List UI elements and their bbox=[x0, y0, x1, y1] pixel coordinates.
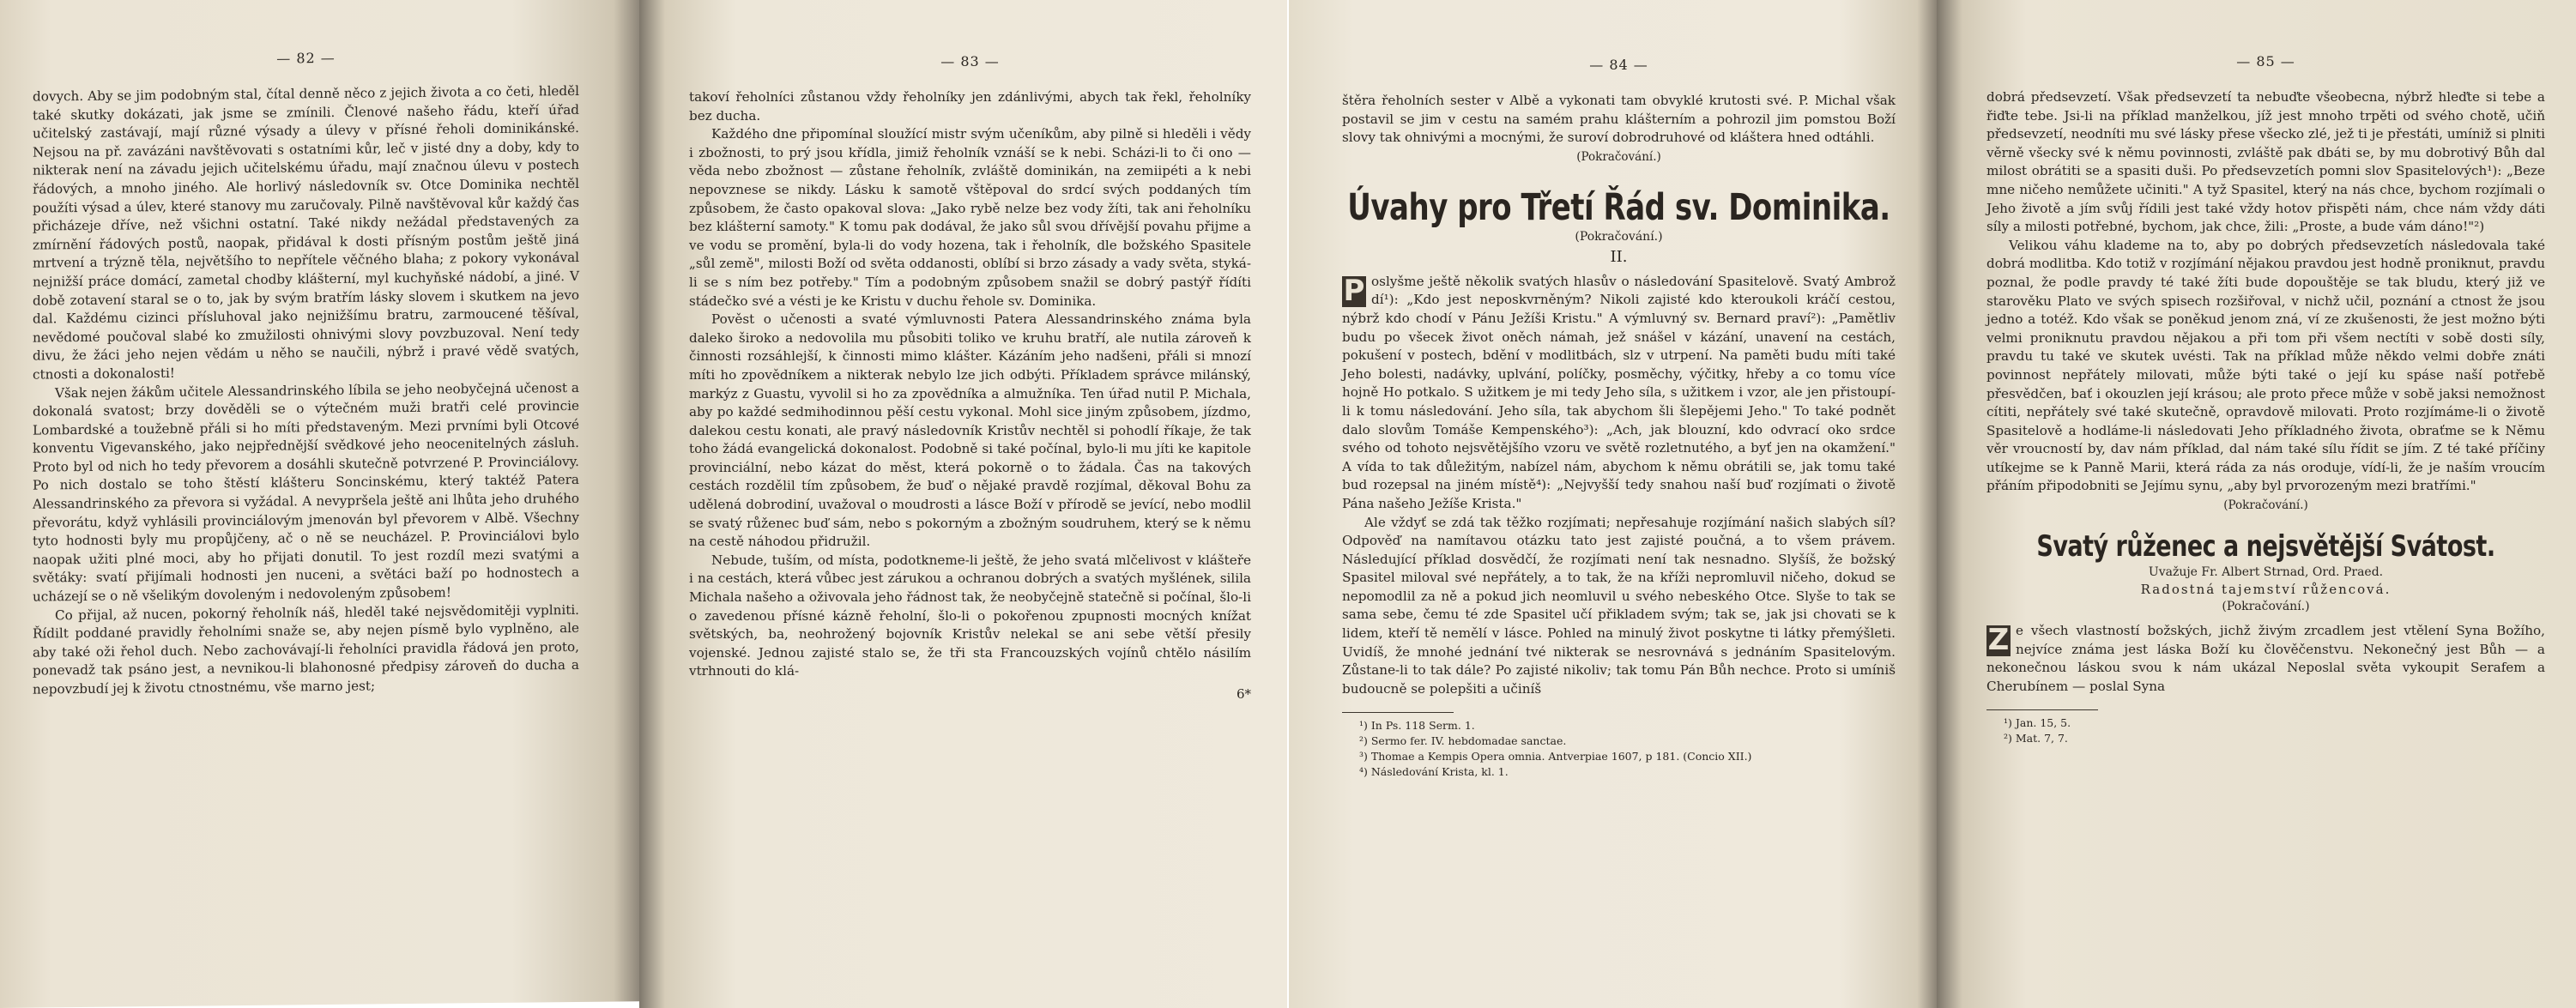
page-number: — 84 — bbox=[1589, 57, 1648, 73]
continuation-note: (Pokračování.) bbox=[1575, 229, 1663, 244]
paragraph bbox=[1342, 273, 1896, 514]
paragraph-text: oslyšme ještě několik svatých hlasův o následování Spasitelově. Svatý Ambrož dí¹): „Kdo jest neposkvrněným? Nikoli zajisté kdo kteroukoli kráčí cestou, nýbrž kdo chodí v Pánu Ježíši Kristu." A výmluvný sv. Bernard praví²): „Pamětliv budu po všecek život oněch námah, jež snášel v kázání, unavení na cestách, pokušení v postech, bdění v modlitbách, slz v utrpení. Na paměti budu míti také Jeho bolesti, nadávky, uplvání, políčky, posměchy, výčitky, hřeby a co tomu více hojně Ho potkalo. S užitkem je mi tedy Jeho síla, s užitkem i vzor, ale jen přistoupí-li k tomu následování. Jeho síla, tak abychom šli šlepějemi Jeho." To také podnět dalo slovům Tomáše Kempenského³): „Ach, jak blouzní, kdo odvrací oko srdce svého od tohoto nejsvětějšího vzoru ve světě rozletnutého, a byť jen na okamžení." A vída to tak důležitým, nabízel nám, abychom k němu obrátili se, jak tomu také bud rozepsal na jiném místě⁴): „Nejvyšší tedy snahou naší buď rozjímati o životě Pána našeho Ježíše Krista." bbox=[1342, 273, 1896, 511]
paragraph-text: e všech vlastností božských, jichž živým zrcadlem jest vtělení Syna Božího, nejvíce známa jest láska Boží ku člověčenstvu. Nekonečný jest Bůh — a nekonečnou láskou svou k nám ukázal Neposlal světa vykoupit Serafem a Cherubínem — poslal Syna bbox=[1986, 623, 2545, 694]
paragraph: Každého dne připomínal sloužící mistr svým učeníkům, aby pilně si hleděli i vědy i zbožnosti, to prý jsou křídla, jimiž řeholník vznáší se k nebi. Scházi-li to či ono — věda nebo zbožnost — zůstane řeholník, zvláště dominikán, na zemiipéti a k nebi nepovznese se nikdy. Lásku k samotě vštěpoval do srdcí svých poddaných tím způsobem, že často opakoval slova: „Jako rybě nelze bez vody žíti, tak ani řeholníku bez klášterní samoty." K tomu pak dodával, že jako sůl svou dřívější povahu přijme a ve vodu se promění, byla-li do vody hozena, tak i řeholník, dle božského Spasitele „sůl země", milosti Boží od světa oddanosti, oblíbí si brzo zásady a vady světa, styká-li se s ním bez potřeby." Tím a podobným způsobem snažil se dobrý pastýř řídíti stádečko své a vésti je ke Kristu v duchu řehole sv. Dominika. bbox=[689, 126, 1251, 309]
section-number: II. bbox=[1610, 247, 1628, 266]
paragraph: Však nejen žákům učitele Alessandrinského líbila se jeho neobyčejná učenost a dokonalá svatost; brzy dověděli se o výtečném muži bratři celé provincie Lombardské a toužebně přáli si ho míti představeným. Mezi prvními byli Otcové konventu Vigevanského, jako nejpřednější svědkové jeho neocenitelných zásluh. Proto byl od nich ho tedy převorem a dosáhli skutečně potvrzené P. Provinciálovy. Po nich dostalo se toho štěstí klášteru Soncinskému, který taktéž Patera Alessandrinského za převora si vyžádal. A nevypršela ještě ani lhůta jeho druhého převorátu, když vyhlásili provinciálovým jmenován byl převorem v Albě. Všechny tyto hodnosti byly mu propůjčeny, ač o ně se neucházel. P. Provinciálovi bylo naopak užiti plné moci, aby ho přijati donutil. To jest rozdíl mezi svatými a světáky: svatí přijímali hodnosti jen nuceni, a světáci baží po hodnostech a ucházejí se o ně všelikým dovoleným i nedovoleným způsobem! bbox=[33, 379, 579, 605]
article-title: Svatý růženec a nejsvětější Svátost. bbox=[2036, 530, 2495, 564]
article-byline: Uvažuje Fr. Albert Strnad, Ord. Praed. bbox=[2148, 565, 2384, 580]
body-text bbox=[689, 88, 1251, 681]
signature-mark: 6* bbox=[1236, 686, 1251, 702]
scan-left bbox=[0, 0, 1287, 1008]
body-text bbox=[1986, 88, 2545, 496]
paragraph: Co přijal, až nucen, pokorný řeholník náš, hleděl také nejsvědomitěji vyplniti. Řídilt poddané pravidly řeholními snaže se, aby nejen písmě bylo vyplněno, ale aby také oži řehol duch. Nebo zachovávají-li řeholníci pravidla řádová jen proto, ponevadž tak psáno jest, a nevnikou-li blahonosné předpisy zároveň do ducha a nepovzbudí jej k životu ctnostnému, vše marno jest; bbox=[33, 601, 579, 697]
page-83 bbox=[639, 0, 1287, 1008]
article-title: Úvahy pro Třetí Řád sv. Dominika. bbox=[1347, 185, 1890, 229]
footnote: ⁴) Následování Krista, kl. 1. bbox=[1359, 765, 1509, 779]
continuation-note: (Pokračování.) bbox=[1576, 149, 1661, 164]
page-number: — 83 — bbox=[940, 53, 1000, 69]
footnote: ¹) In Ps. 118 Serm. 1. bbox=[1359, 719, 1475, 733]
continuation-note: (Pokračování.) bbox=[2223, 498, 2308, 513]
body-text bbox=[1342, 92, 1896, 148]
body-text bbox=[33, 82, 579, 699]
footnote: ²) Mat. 7, 7. bbox=[2004, 732, 2068, 745]
scan-right bbox=[1289, 0, 2576, 1008]
page-84 bbox=[1289, 0, 1937, 1008]
page-number: — 82 — bbox=[276, 49, 336, 67]
footnote-rule bbox=[1342, 712, 1454, 713]
article-subtitle: Radostná tajemství růžencová. bbox=[2140, 582, 2392, 598]
paragraph: dovych. Aby se jim podobným stal, čítal denně něco z jejich života a co četi, hleděl také skutky dokázati, jak jsme se zmínili. Členové našeho řádu, kteří úřad učitelský zastávají, mají různé výsady a úlevy v přísné řeholi dominikánské. Nejsou na př. zavázáni navštěvovati s ostatními kůr, leč v jisté dny a doby, kdy to nikterak není na závadu jejich učitelskému úřadu, mají značnou úlevu v postech řádových, a mnoho jiného. Ale horlivý následovník sv. Otce Dominika nechtěl použíti výsad a úlev, které stanovy mu zaručovaly. Pilně navštěvoval kůr každý čas přicházeje dříve, než všichni ostatní. Také nikdy nežádal představených za zmírnění řádových postů, naopak, přidával k dosti přísným postům ještě jiná mrtvení a trýzně těla, největšího to nepřítele věčného blaha; z pokory vykonával nejnižší práce domácí, zametal chodby klášterní, myl kuchyňské nádobí, a jiné. V době zotavení staral se o to, jak by svým bratřím lásky slovem i skutkem na jevo dal. Každému cizinci přísluhoval jako nejnižšímu bratru, zarmoucené těšíval, nevědomé poučoval slabé ko zmužilosti ohnivými slovy povzbuzoval. Není tedy divu, že žáci jeho nejen vědám u něho se naučili, nýbrž i pravé vědě svatých, ctnosti a dokonalosti! bbox=[33, 82, 579, 383]
paragraph: Pověst o učenosti a svaté výmluvnosti Patera Alessandrinského známa byla daleko široko a nedovolila mu působiti toliko ve kruhu bratří, ale nutila zároveň k činnosti rozsáhlejší, k činnosti mimo klášter. Kázáním jeho nadšeni, přáli si mnozí míti ho zpovědníkem a nikterak nebylo lze jich odbýti. Příkladem správce milánský, markýz z Guastu, vyvolil si ho za zpovědníka a almužníka. Ten úřad nutil P. Michala, aby po každé sedmihodinnou pěší cestu vykonal. Mohl sice jiným způsobem, jízdmo, dalekou cestu konati, ale pravý následovník Kristův nechtěl si pohodlí říkaje, že tak toho žádá evangelická dokonalost. Podobně si také počínal, bylo-li mu jíti ke kapitole provinciální, nebo kázat do měst, která pokorně o to žádala. Čas na takových cestách rozdělil tím způsobem, že buď o nějaké pravdě rozjímal, děkoval Bohu za udělená dobrodiní, uvažoval o moudrosti a lásce Boží v přírodě se jevící, nebo modlil se svatý růženec buď sám, nebo s pokorným a zbožným soudruhem, který se k němu na cestě náhodou přidružil. bbox=[689, 311, 1251, 550]
paragraph bbox=[1986, 622, 2545, 696]
footnote: ³) Thomae a Kempis Opera omnia. Antverpiae 1607, p 181. (Concio XII.) bbox=[1359, 750, 1752, 764]
paragraph: takoví řeholníci zůstanou vždy řeholníky jen zdánlivými, abych tak řekl, řeholníky bez ducha. bbox=[689, 89, 1251, 124]
page-number: — 85 — bbox=[2236, 53, 2295, 69]
paragraph: Ale vždyť se zdá tak těžko rozjímati; nepřesahuje rozjímání našich slabých síl? Odpověď na namítavou otázku tato jest zajisté poučná, a to všem právem. Následující příklad dosvědčí, že rozjímati není tak nesnadno. Slyšíš, že božský Spasitel miloval své nepřátely, a to tak, že na kříži nepromluvil ničeho, dokud se nepomodlil za ně a pokud jich neomluvil u svého nebeského Otce. Slyše to tak se sama sebe, čemu té zde Spasitel učí přikladem svým; tak se, jak jsi chovati se k lidem, kteří tě nemělí v lásce. Pohled na minulý život poskytne ti látky přemýšleti. Uvidíš, že mnohé jednání tvé nikterak se nesrovnává s jednáním Spasitelovým. Zůstane-li to tak dále? Po zajisté nikoliv; tak tomu Pán Bůh nechce. Proto si umíniš budoucně se polepšiti a učiníš bbox=[1342, 514, 1896, 697]
paragraph: dobrá předsevzetí. Však předsevzetí ta nebuďte všeobecna, nýbrž hleďte si tebe a řiďte tebe. Jsi-li na příklad manželkou, jíž jest mnoho trpěti od svého chotě, učiň předsevzetí, neodníti mu své lásky přese všecko zlé, jež ti je přestáti, umíniž si plniti věrně všecky své k němu povinnosti, zvláště pak dbáti se, by mu dobrotivý Bůh dal milost obrátiti se a spasiti duši. Po předsevzetích pomni slov Spasitelových¹): „Beze mne ničeho nemůžete učiniti." A tyž Spasitel, který na nás chce, bychom rozjímali o Jeho životě a jím svůj řídili jest také vždy hotov přispěti nám, chce nám vždy dáti síly a milosti potřebné, bychom, jak chce, žili: „Proste, a bude vám dáno!"²) bbox=[1986, 89, 2545, 235]
footnote: ²) Sermo fer. IV. hebdomadae sanctae. bbox=[1359, 734, 1567, 748]
paragraph: Nebude, tuším, od místa, podotkneme-li ještě, že jeho svatá mlčelivost v klášteře i na cestách, která vůbec jest zárukou a ochranou dobrých a svatých myšlének, silila Michala našeho a oživovala jeho řádnost tak, že neobyčejně statečně si počínal, šlo-li o zavedenou přísné kázně řeholní, šlo-li o pokořenou zpupnosti mocných knížat světských, ba, neohrožený bojovník Kristův nelekal se ani sebe větší přesily vojenské. Jednou zajisté stalo se, že tři sta Francouzských vojínů chtělo násilím vtrhnouti do klá- bbox=[689, 552, 1251, 679]
page-85 bbox=[1937, 0, 2576, 1008]
body-text bbox=[1986, 622, 2545, 696]
paragraph: štěra řeholních sester v Albě a vykonati tam obvyklé krutosti své. P. Michal však postavil se jim v cestu na samém prahu klášterním a pohrozil jim pomstou Boží slovy tak ohnivými a mocnými, že suroví dobrodruhové od kláštera hned odtáhli. bbox=[1342, 93, 1896, 146]
continuation-note: (Pokračování.) bbox=[2222, 600, 2310, 614]
paragraph: Velikou váhu klademe na to, aby po dobrých předsevzetích následovala také dobrá modlitba. Kdo totiž v rozjímání nějakou pravdou jest hodně proniknut, pravdu poznal, že podle pravdy té také žíti bude dopouštěje se tak bludu, který již ve starověku Plato ve svých spisech rozšiřoval, v nichž učil, poznání a ctnost že jsou jedno a totéž. Kdo však se poněkud jenom zná, ví ze zkušenosti, že jest možno býti velmi proniknutu pravdou nějakou a při tom při všem nectíti v sobě dosti síly, pravdu tu také ve skutek uvésti. Tak na příklad může někdo velmi dobře znáti povinnost nepřátely milovati, může býti také o její ku spáse naší potřebě přesvědčen, bať i okouzlen její krásou; ale proto přece může v sobě jaksi nemožnost cítiti, nepřátely své také skutečně, opravdově milovati. Proto rozjímáme-li o životě Spasitelově a hodláme-li následovati Jeho příkladného života, obraťme se k Němu věr vroucností by, dav nám příklad, dal nám také sílu řídit se jím. Z té také příčiny utíkejme se k Panně Marii, která ráda za nás oroduje, vídí-li, že je naším vroucím přáním připodobniti se Jejímu synu, „aby byl prvorozeným mezi bratřími." bbox=[1986, 237, 2545, 494]
drop-cap: Z bbox=[1987, 623, 2010, 658]
page-82 bbox=[0, 0, 639, 1008]
footnote-rule bbox=[1986, 709, 2098, 710]
body-text bbox=[1342, 273, 1896, 699]
drop-cap: P bbox=[1343, 273, 1365, 308]
footnote: ¹) Jan. 15, 5. bbox=[2004, 716, 2071, 730]
